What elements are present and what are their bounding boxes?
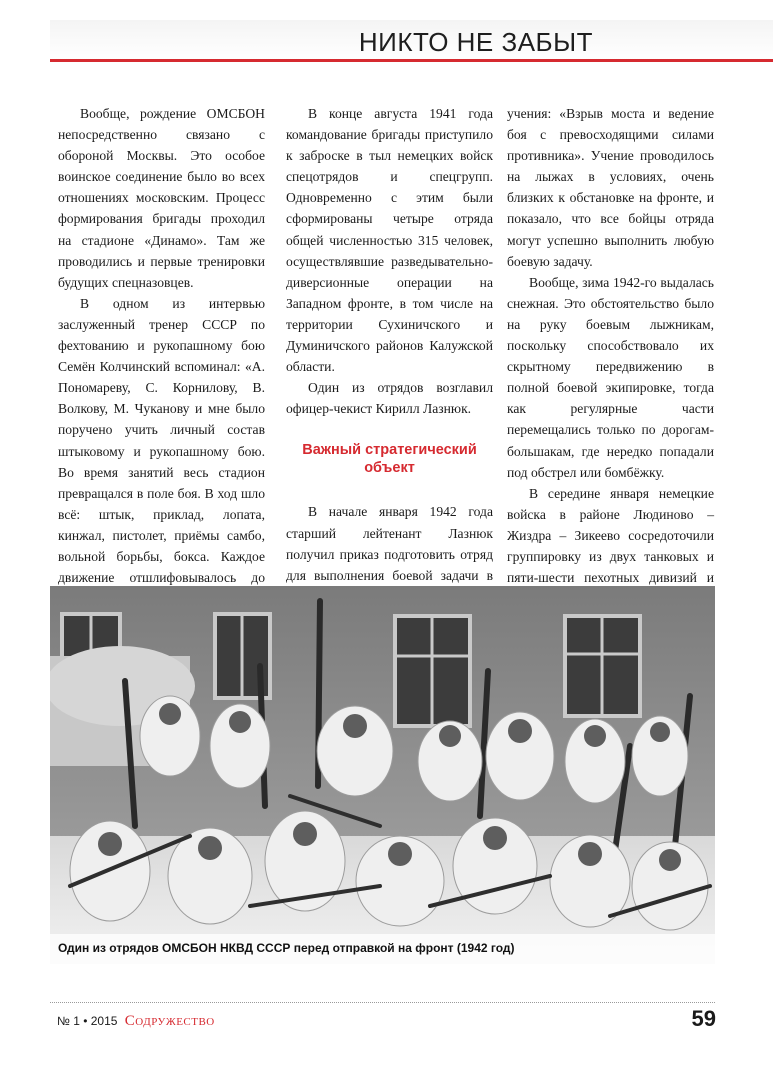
header-red-rule (50, 59, 773, 62)
footer-issue-info (57, 1013, 215, 1030)
historical-photo (50, 586, 715, 964)
subheading: Важный стратегический объект (302, 442, 477, 477)
paragraph: В середине января немецкие войска в районе Людиново – Жиздра – Зикеево сосредоточили группировку из двух танковых и пяти-шести пехотных дивизий и (507, 485, 714, 586)
page-number: 59 (691, 1006, 716, 1031)
issue-number: № 1 • 2015 (57, 1014, 118, 1028)
photo-caption: Один из отрядов ОМСБОН НКВД СССР перед отправкой на фронт (1942 год) (58, 941, 515, 955)
paragraph: Один из отрядов возглавил офицер-чекист Кирилл Лазнюк. (286, 380, 493, 417)
photo-caption-bar (50, 934, 715, 964)
soldiers-photo-illustration (50, 586, 715, 964)
magazine-name: Содружество (124, 1013, 215, 1029)
paragraph-continued: учения: «Взрыв моста и ведение боя с превосходящими силами противника». Учение проводилось на лыжах в условиях, очень близких к обстановке на фронте, и показало, что все бойцы отряда могут успешно выполнить любую боевую задачу. (507, 106, 714, 269)
paragraph: В конце августа 1941 года командование бригады приступило к заброске в тыл немецких войск спецотрядов и спецгрупп. Одновременно с этим были сформированы четыре отряда общей численностью 315 человек, осуществлявшие разведывательно-диверсионные операции на Западном фронте, в том числе на территории Сухиничского и Думиничского районов Калужской области. (286, 106, 493, 375)
paragraph: В начале января 1942 года старший лейтенант Лазнюк получил приказ подготовить отряд для выполнения боевой задачи в (286, 504, 493, 583)
section-title: НИКТО НЕ ЗАБЫТ (358, 27, 593, 57)
article-column-3 (507, 103, 714, 651)
footer-divider (50, 1002, 715, 1003)
article-column-1 (58, 103, 265, 651)
paragraph: В одном из интервью заслуженный тренер СССР по фехтованию и рукопашному бою Семён Колчинский вспоминал: «А. Пономареву, С. Корнилову, В. Волкову, М. Чуканову и мне было поручено учить личный состав штыковому и рукопашному бою. Во время занятий весь стадион превращался в поле боя. В ход шло всё: штык, приклад, лопата, кинжал, пистолет, приёмы самбо, вольной борьбы, бокса. Каждое движение отшлифовывалось до (58, 295, 265, 586)
paragraph: Вообще, зима 1942-го выдалась снежная. Это обстоятельство было на руку боевым лыжникам, поскольку способствовало их скрытному передвижению в полной боевой экипировке, тогда как регулярные части перемещались только по дорогам-большакам, где нередко попадали под обстрел или бомбёжку. (507, 274, 714, 480)
paragraph: Вообще, рождение ОМСБОН непосредственно связано с обороной Москвы. Это особое воинское соединение было во всех отношениях московским. Процесс формирования бригады проходил на стадионе «Динамо». Там же проводились и первые тренировки будущих спецназовцев. (58, 106, 265, 290)
